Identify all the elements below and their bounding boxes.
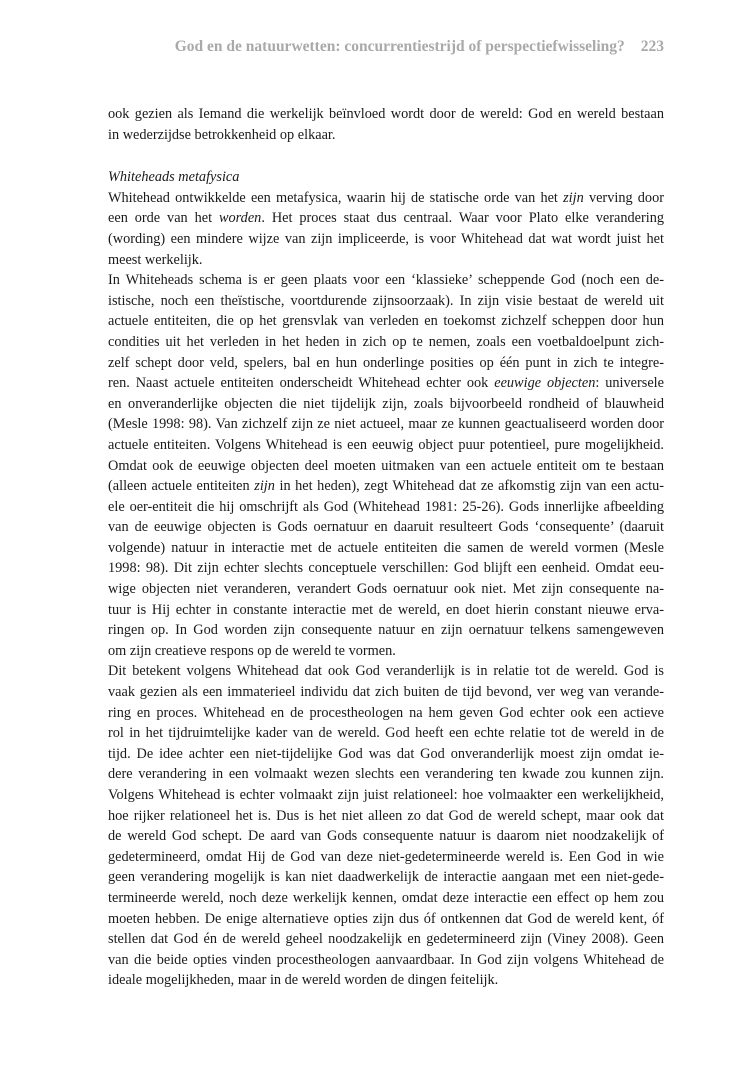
text-line: In Whiteheads schema is er geen plaats voor een ‘klassieke’ scheppende God (noch een de- — [108, 272, 664, 289]
text-line: de wereld God schept. De aard van Gods consequente natuur is daarom niet noodzakelijk of — [108, 828, 664, 845]
text-line: actuele entiteiten, die op het grensvlak van verleden en toekomst zichzelf scheppen door hun — [108, 313, 664, 330]
text-line: ring en proces. Whitehead en de procestheologen na hem geven God echter ook een actieve — [108, 704, 664, 721]
paragraph-god-changeable — [108, 661, 664, 991]
text-line: van die beide opties vinden procestheologen aanvaardbaar. In God zijn volgens Whitehead de — [108, 951, 664, 968]
italic-term: zijn — [254, 478, 275, 495]
text-line: om zijn creatieve respons op de wereld te vormen. — [108, 642, 396, 659]
italic-term: eeuwige objecten — [494, 375, 596, 392]
text-line: ook gezien als Iemand die werkelijk beïnvloed wordt door de wereld: God en wereld bestaan — [108, 106, 664, 122]
paragraph-continuation — [108, 104, 664, 145]
text-line: en onveranderlijke objecten die niet tijdelijk zijn, zoals bijvoorbeeld rondheid of blauwheid — [108, 395, 664, 412]
text-line: meest werkelijk. — [108, 251, 203, 268]
text-line: (wording) een mindere wijze van zijn impliceerde, is voor Whitehead dat wat wordt juist het — [108, 230, 664, 247]
text-line: gedetermineerd, omdat Hij de God van deze niet-gedetermineerde wereld is. Een God in wie — [108, 848, 664, 865]
text-line: vaak gezien als een immaterieel individu dat zich buiten de tijd bevond, ver weg van verande- — [108, 684, 664, 701]
text-line: zelf schept door veld, spelers, bal en hun onderlinge posities op één punt in zich te integre- — [108, 354, 664, 371]
italic-term: zijn — [563, 189, 584, 206]
text-line: Omdat ook de eeuwige objecten deel moeten uitmaken van een actuele entiteit om te bestaan — [108, 457, 664, 474]
text-line: rol in het tijdruimtelijke kader van de wereld. God heeft een echte relatie tot de wereld in de — [108, 725, 664, 742]
text-line: hoe rijker relationeel het is. Dus is het niet alleen zo dat God de wereld schept, maar ook dat — [108, 807, 664, 824]
body-text — [108, 104, 664, 991]
text-line: in wederzijdse betrokkenheid op elkaar. — [108, 126, 336, 143]
italic-term: worden — [218, 210, 262, 227]
text-line: 1998: 98). Dit zijn echter slechts conceptuele verschillen: God blijft een eenheid. Omdat eeu- — [108, 560, 664, 577]
text-line: istische, noch een theïstische, voortdurende zijnsoorzaak). In zijn visie bestaat de wereld uit — [108, 292, 664, 309]
text-line: tijd. De idee achter een niet-tijdelijke God was dat God onveranderlijk moest zijn omdat ie- — [108, 745, 664, 762]
text-line: tuur is Hij echter in constante interactie met de wereld, en doet hierin constant nieuwe erva- — [108, 601, 664, 618]
text-line: termineerde wereld, noch deze werkelijk kennen, omdat deze interactie een effect op hem zou — [108, 889, 664, 906]
paragraph-whitehead-schema — [108, 270, 664, 661]
text-line: condities uit het verleden in het heden in zich op te nemen, zoals een voetbaldoelpunt zich- — [108, 333, 664, 350]
text-line: ren. Naast actuele entiteiten onderscheidt Whitehead echter ook eeuwige objecten: universele — [108, 375, 664, 392]
running-head — [108, 38, 664, 56]
text-line: moeten hebben. De enige alternatieve opties zijn dus óf ontkennen dat God de wereld kent, óf — [108, 910, 664, 927]
text-line: een orde van het worden. Het proces staat dus centraal. Waar voor Plato elke verandering — [108, 210, 664, 227]
text-line: wige objecten niet veranderen, verandert Gods oernatuur ook niet. Met zijn consequente na- — [108, 581, 664, 598]
text-line: ringen op. In God worden zijn consequente natuur en zijn oernatuur telkens samengeweven — [108, 622, 664, 639]
text-line: ideale mogelijkheden, maar in de wereld worden de dingen feitelijk. — [108, 972, 499, 989]
text-line: stellen dat God én de wereld geheel noodzakelijk en gedetermineerd zijn (Viney 2008). Geen — [108, 931, 664, 948]
section-heading: Whiteheads metafysica — [108, 169, 240, 186]
paragraph-whitehead-intro — [108, 188, 664, 270]
text-line: van de eeuwige objecten is Gods oernatuur en daaruit resulteert Gods ‘consequente’ (daaruit — [108, 519, 664, 536]
text-line: Whitehead ontwikkelde een metafysica, waarin hij de statische orde van het zijn verving door — [108, 189, 664, 206]
page-number: 223 — [640, 38, 664, 55]
text-line: volgende) natuur in interactie met de actuele entiteiten die samen de wereld vormen (Mesle — [108, 539, 664, 556]
text-line: Dit betekent volgens Whitehead dat ook God veranderlijk is in relatie tot de wereld. God is — [108, 663, 664, 680]
text-line: actuele entiteiten. Volgens Whitehead is een eeuwig object puur potentieel, pure mogelijkheid. — [108, 436, 664, 453]
text-line: geen verandering mogelijk is kan niet daadwerkelijk de interactie aangaan met een niet-gede- — [108, 869, 664, 886]
text-line: Volgens Whitehead is echter volmaakt zijn juist relationeel: hoe volmaakter een werkelijkheid, — [108, 787, 664, 803]
text-line: (Mesle 1998: 98). Van zichzelf zijn ze niet actueel, maar ze kunnen geactualiseerd worden door — [108, 416, 664, 433]
running-head-title: God en de natuurwetten: concurrentiestrijd of perspectiefwisseling? — [174, 38, 625, 55]
text-line: (alleen actuele entiteiten zijn in het heden), zegt Whitehead dat ze afkomstig zijn van een actu- — [108, 478, 664, 495]
text-line: ele oer-entiteit die hij omschrijft als God (Whitehead 1981: 25-26). Gods innerlijke afbeelding — [108, 498, 664, 515]
text-line: dere verandering in een volmaakt wezen slechts een verandering ten kwade zou kunnen zijn. — [108, 766, 664, 783]
